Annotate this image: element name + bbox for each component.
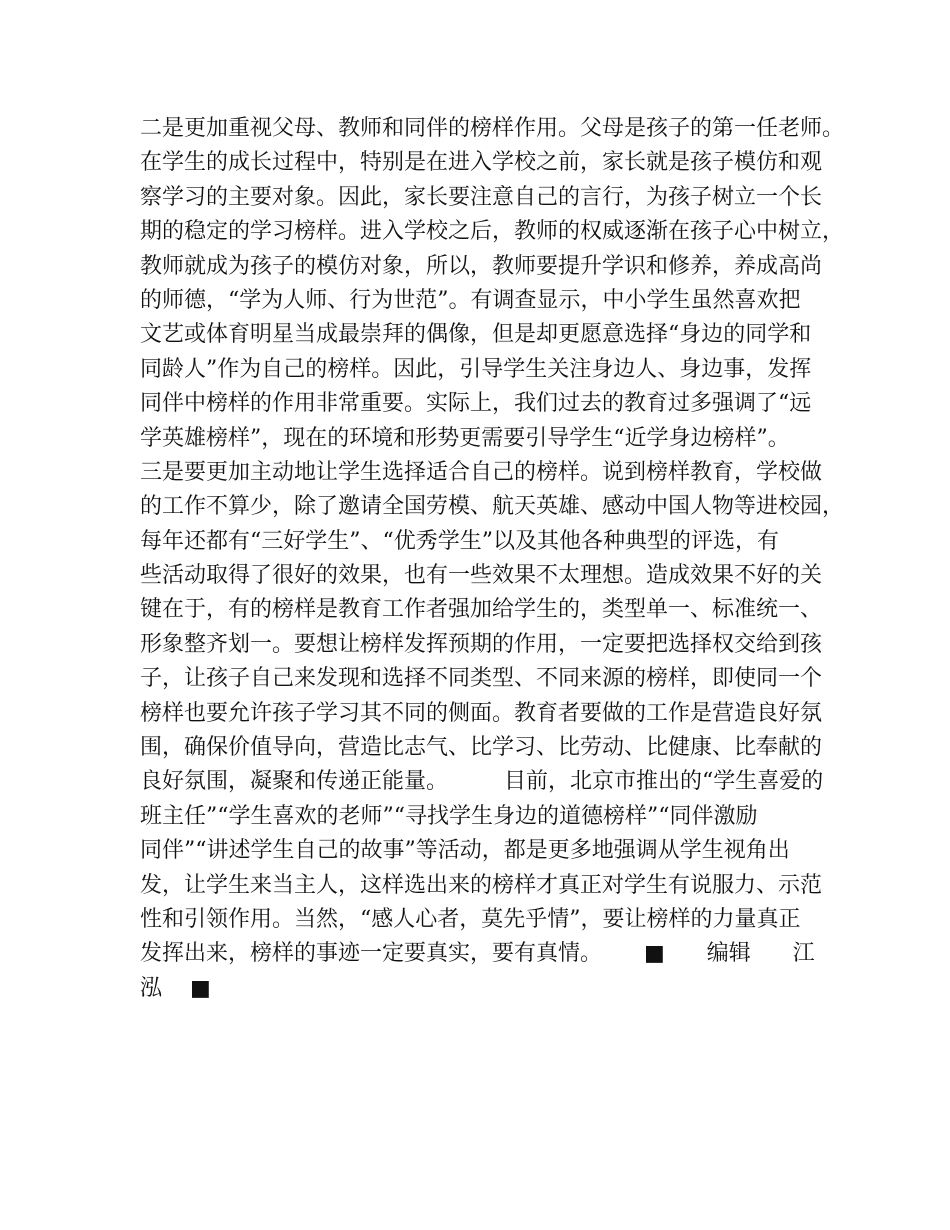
text-line-10: 学英雄榜样”，现在的环境和形势更需要引导学生“近学身边榜样”。 (140, 425, 790, 451)
text-line-9: 同伴中榜样的作用非常重要。实际上，我们过去的教育过多强调了“远 (140, 391, 812, 417)
text-line-23: 发，让学生来当主人，这样选出来的榜样才真正对学生有说服力、示范 (140, 872, 823, 898)
text-line-21: 班主任”“学生喜欢的老师”“寻找学生身边的道德榜样”“同伴激励 (140, 803, 758, 829)
text-line-26: 泓 ■ (140, 975, 211, 1001)
text-line-25: 发挥出来，榜样的事迹一定要真实，要有真情。 ■ 编辑 江 (140, 941, 815, 967)
text-line-18: 榜样也要允许孩子学习其不同的侧面。教育者要做的工作是营造良好氛 (140, 700, 823, 726)
text-line-20: 良好氛围，凝聚和传递正能量。 目前，北京市推出的“学生喜爱的 (140, 769, 824, 795)
text-line-6: 的师德，“学为人师、行为世范”。有调查显示，中小学生虽然喜欢把 (140, 287, 801, 313)
text-line-7: 文艺或体育明星当成最崇拜的偶像，但是却更愿意选择“身边的同学和 (140, 322, 812, 348)
text-line-15: 键在于，有的榜样是教育工作者强加给学生的，类型单一、标准统一、 (140, 597, 823, 623)
text-line-17: 子，让孩子自己来发现和选择不同类型、不同来源的榜样，即使同一个 (140, 666, 823, 692)
text-line-13: 每年还都有“三好学生”、“优秀学生”以及其他各种典型的评选，有 (140, 528, 779, 554)
text-line-19: 围，确保价值导向，营造比志气、比学习、比劳动、比健康、比奉献的 (140, 735, 823, 761)
text-line-2: 在学生的成长过程中，特别是在进入学校之前，家长就是孩子模仿和观 (140, 150, 823, 176)
text-line-12: 的工作不算少，除了邀请全国劳模、航天英雄、感动中国人物等进校园， (140, 494, 845, 520)
text-line-3: 察学习的主要对象。因此，家长要注意自己的言行，为孩子树立一个长 (140, 184, 823, 210)
text-line-5: 教师就成为孩子的模仿对象，所以，教师要提升学识和修养，养成高尚 (140, 253, 823, 279)
text-line-24: 性和引领作用。当然，“感人心者，莫先乎情”，要让榜样的力量真正 (140, 906, 801, 932)
text-line-8: 同龄人”作为自己的榜样。因此，引导学生关注身边人、身边事，发挥 (140, 356, 812, 382)
text-line-4: 期的稳定的学习榜样。进入学校之后，教师的权威逐渐在孩子心中树立， (140, 219, 845, 245)
text-line-14: 些活动取得了很好的效果，也有一些效果不太理想。造成效果不好的关 (140, 563, 823, 589)
text-line-11: 三是要更加主动地让学生选择适合自己的榜样。说到榜样教育，学校做 (140, 459, 823, 485)
text-line-16: 形象整齐划一。要想让榜样发挥预期的作用，一定要把选择权交给到孩 (140, 631, 823, 657)
article-body (140, 112, 845, 1006)
text-line-1: 二是更加重视父母、教师和同伴的榜样作用。父母是孩子的第一任老师。 (140, 116, 845, 141)
text-line-22: 同伴”“讲述学生自己的故事”等活动，都是更多地强调从学生视角出 (140, 838, 790, 864)
